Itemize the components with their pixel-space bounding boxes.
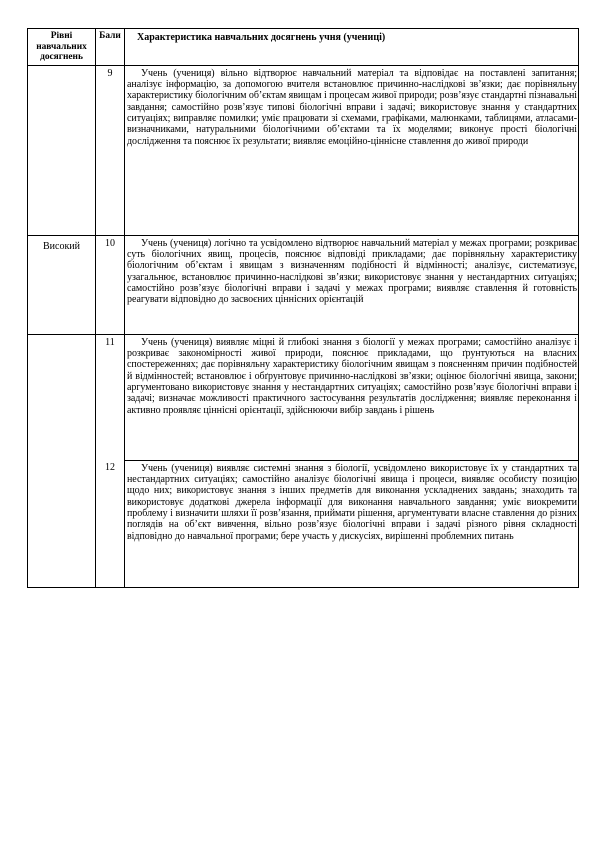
table-row	[28, 334, 579, 460]
grading-criteria-table	[27, 28, 579, 588]
description-cell: Учень (учениця) виявляє міцні й глибокі знання з біології у межах програми; самостійно аналізує і розкриває закономірності живої природи, пояснює прикладами, що ґрунтуються на власних спостереженнях; дає порівняльну характеристику біологічним явищам з поясненням причин подібностей й відмінностей; встановлює і обґрунтовує причинно-наслідкові зв’язки; оцінює біологічні явища, закони; аргументовано використовує знання у нестандартних ситуаціях; самостійно розв’язує біологічні вправи і задачі; визначає можливості практичного застосування результатів дослідження; виявляє переконання і активно проявляє ціннісні орієнтації, здійснюючи вибір завдань і рішень	[125, 334, 579, 460]
score-cell: 10	[96, 235, 125, 334]
table-row	[28, 65, 579, 235]
score-cell: 12	[96, 460, 125, 587]
description-cell: Учень (учениця) логічно та усвідомлено відтворює навчальний матеріал у межах програми; розкриває суть біологічних явищ, процесів, пояснює відповіді прикладами; дає порівняльну характеристику біологічним об’єктам і явищам з визначенням подібності й відмінності; аналізує, систематизує, узагальнює, встановлює причинно-наслідкові зв’язки; використовує знання у нестандартних ситуаціях; самостійно розв’язує біологічні вправи і задачі у межах програми; виявляє ставлення й готовність реагувати відповідно до засвоєних ціннісних орієнтацій	[125, 235, 579, 334]
table-row	[28, 235, 579, 334]
level-cell	[28, 334, 96, 460]
level-cell	[28, 65, 96, 235]
header-description: Характеристика навчальних досягнень учня (учениці)	[125, 29, 579, 66]
table-row	[28, 460, 579, 587]
description-cell: Учень (учениця) виявляє системні знання з біології, усвідомлено використовує їх у стандартних та нестандартних ситуаціях; самостійно аналізує біологічні явища і процеси, виявляє особисту позицію щодо них; використовує знання з інших предметів для виконання ускладнених завдань; знаходить та використовує додаткові джерела інформації для виконання навчального завдання; уміє виокремити проблему і визначити шляхи її розв’язання, приймати рішення, аргументувати власне ставлення до різних поглядів на об’єкт вивчення, вільно розв’язує біологічні вправи і задачі різного рівня складності відповідно до навчальної програми; бере участь у дискусіях, вирішенні проблемних питань	[125, 460, 579, 587]
description-cell: Учень (учениця) вільно відтворює навчальний матеріал та відповідає на поставлені запитання; аналізує інформацію, за допомогою вчителя встановлює причинно-наслідкові зв’язки; дає порівняльну характеристику біологічним об’єктам явищам і процесам живої природи; розв’язує стандартні пізнавальні завдання; самостійно розв’язує типові біологічні вправи і задачі; використовує знання у стандартних ситуаціях; виправляє помилки; уміє працювати зі схемами, графіками, малюнками, таблицями, атласами-визначниками, натуральними біологічними об’єктами та їх моделями; виконує прості біологічні дослідження та пояснює їх результати; виявляє емоційно-ціннісне ставлення до живої природи	[125, 65, 579, 235]
header-score: Бали	[96, 29, 125, 66]
level-cell	[28, 460, 96, 587]
score-cell: 9	[96, 65, 125, 235]
score-cell: 11	[96, 334, 125, 460]
table-header-row	[28, 29, 579, 66]
header-level: Рівні навчальних досягнень	[28, 29, 96, 66]
level-cell: Високий	[28, 235, 96, 334]
